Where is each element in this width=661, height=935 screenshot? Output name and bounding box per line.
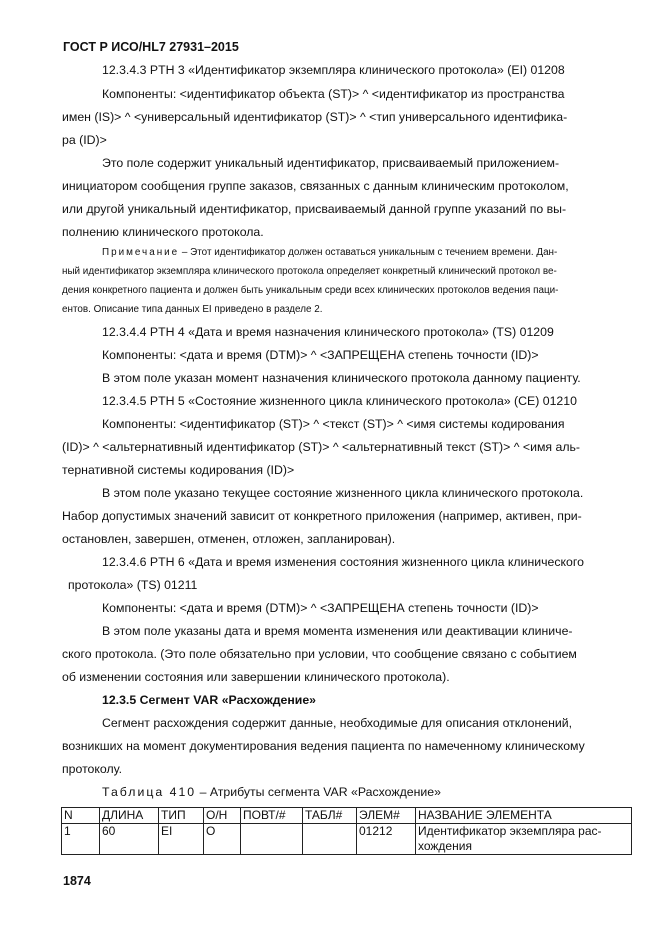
header-cell-length: ДЛИНА <box>100 808 159 824</box>
components-line: Компоненты: <идентификатор объекта (ST)> ^ <идентификатор из пространства <box>102 87 565 101</box>
cell-element: 01212 <box>357 824 416 855</box>
components-line: ра (ID)> <box>62 133 107 147</box>
paragraph-line: или другой уникальный идентификатор, присваиваемый данной группе указаний по вы- <box>62 202 567 216</box>
table-caption-text: – Атрибуты сегмента VAR «Расхождение» <box>199 785 441 799</box>
table-row <box>62 824 632 855</box>
section-heading-12-3-4-4: 12.3.4.4 PTH 4 «Дата и время назначения клинического протокола» (TS) 01209 <box>102 325 554 339</box>
paragraph-line: об изменении состояния или завершении клинического протокола). <box>62 670 450 684</box>
note-text: – Этот идентификатор должен оставаться уникальным с течением времени. Дан- <box>181 247 558 258</box>
cell-name-line: Идентификатор экземпляра рас- <box>418 824 602 838</box>
paragraph-line: возникших на момент документирования ведения пациента по намеченному клиническому <box>62 739 585 753</box>
paragraph-line: ского протокола. (Это поле обязательно при условии, что сообщение связано с событием <box>62 647 577 661</box>
paragraph-line: В этом поле указано текущее состояние жизненного цикла клинического протокола. <box>102 486 584 500</box>
components-line: Компоненты: <идентификатор (ST)> ^ <текст (ST)> ^ <имя системы кодирования <box>102 417 565 431</box>
cell-table <box>303 824 357 855</box>
components-line: Компоненты: <дата и время (DTM)> ^ <ЗАПРЕЩЕНА степень точности (ID)> <box>102 601 539 615</box>
cell-name-line: хождения <box>418 839 472 853</box>
components-line: тернативной системы кодирования (ID)> <box>62 463 295 477</box>
page-number: 1874 <box>63 874 91 888</box>
table-header-row <box>62 808 632 824</box>
cell-opt: O <box>204 824 241 855</box>
note-line: ентов. Описание типа данных EI приведено в разделе 2. <box>62 304 323 315</box>
cell-length: 60 <box>100 824 159 855</box>
header-cell-name: НАЗВАНИЕ ЭЛЕМЕНТА <box>416 808 632 824</box>
header-cell-type: ТИП <box>159 808 204 824</box>
document-header: ГОСТ Р ИСО/HL7 27931–2015 <box>63 40 239 54</box>
section-heading-12-3-4-6-cont: протокола» (TS) 01211 <box>68 578 198 592</box>
cell-type: EI <box>159 824 204 855</box>
note-line <box>102 247 557 258</box>
components-line: Компоненты: <дата и время (DTM)> ^ <ЗАПРЕЩЕНА степень точности (ID)> <box>102 348 539 362</box>
cell-name <box>416 824 632 855</box>
cell-repeat <box>241 824 303 855</box>
paragraph-line: Сегмент расхождения содержит данные, необходимые для описания отклонений, <box>102 716 573 730</box>
paragraph-line: протоколу. <box>62 762 122 776</box>
paragraph-line: полнению клинического протокола. <box>62 225 264 239</box>
paragraph-line: Набор допустимых значений зависит от конкретного приложения (например, активен, при- <box>62 509 582 523</box>
table-caption <box>102 785 441 799</box>
note-label: Примечание <box>102 247 180 258</box>
section-heading-12-3-4-3: 12.3.4.3 PTH 3 «Идентификатор экземпляра клинического протокола» (EI) 01208 <box>102 63 565 77</box>
header-cell-element: ЭЛЕМ# <box>357 808 416 824</box>
paragraph-line: инициатором сообщения группе заказов, связанных с данным клиническим протоколом, <box>62 179 569 193</box>
components-line: имен (IS)> ^ <универсальный идентификатор (ST)> ^ <тип универсального идентифика- <box>62 110 568 124</box>
section-heading-12-3-5: 12.3.5 Сегмент VAR «Расхождение» <box>102 693 317 707</box>
header-cell-n: N <box>62 808 100 824</box>
header-cell-opt: О/Н <box>204 808 241 824</box>
header-cell-repeat: ПОВТ/# <box>241 808 303 824</box>
table-caption-label: Таблица 410 <box>102 785 197 799</box>
section-heading-12-3-4-6: 12.3.4.6 PTH 6 «Дата и время изменения состояния жизненного цикла клинического <box>102 555 584 569</box>
paragraph-line: остановлен, завершен, отменен, отложен, запланирован). <box>62 532 396 546</box>
paragraph-line: В этом поле указаны дата и время момента изменения или деактивации клиниче- <box>102 624 573 638</box>
note-line: ный идентификатор экземпляра клинического протокола определяет конкретный клинический протокол ве- <box>62 266 557 277</box>
note-line: дения конкретного пациента и должен быть уникальным среди всех клинических протоколов ведения паци- <box>62 285 559 296</box>
components-line: (ID)> ^ <альтернативный идентификатор (ST)> ^ <альтернативный текст (ST)> ^ <имя аль- <box>62 440 580 454</box>
section-heading-12-3-4-5: 12.3.4.5 PTH 5 «Состояние жизненного цикла клинического протокола» (CE) 01210 <box>102 394 577 408</box>
header-cell-table: ТАБЛ# <box>303 808 357 824</box>
attributes-table <box>61 807 632 855</box>
cell-n: 1 <box>62 824 100 855</box>
paragraph-line: В этом поле указан момент назначения клинического протокола данному пациенту. <box>102 371 581 385</box>
paragraph-line: Это поле содержит уникальный идентификатор, присваиваемый приложением- <box>102 156 560 170</box>
